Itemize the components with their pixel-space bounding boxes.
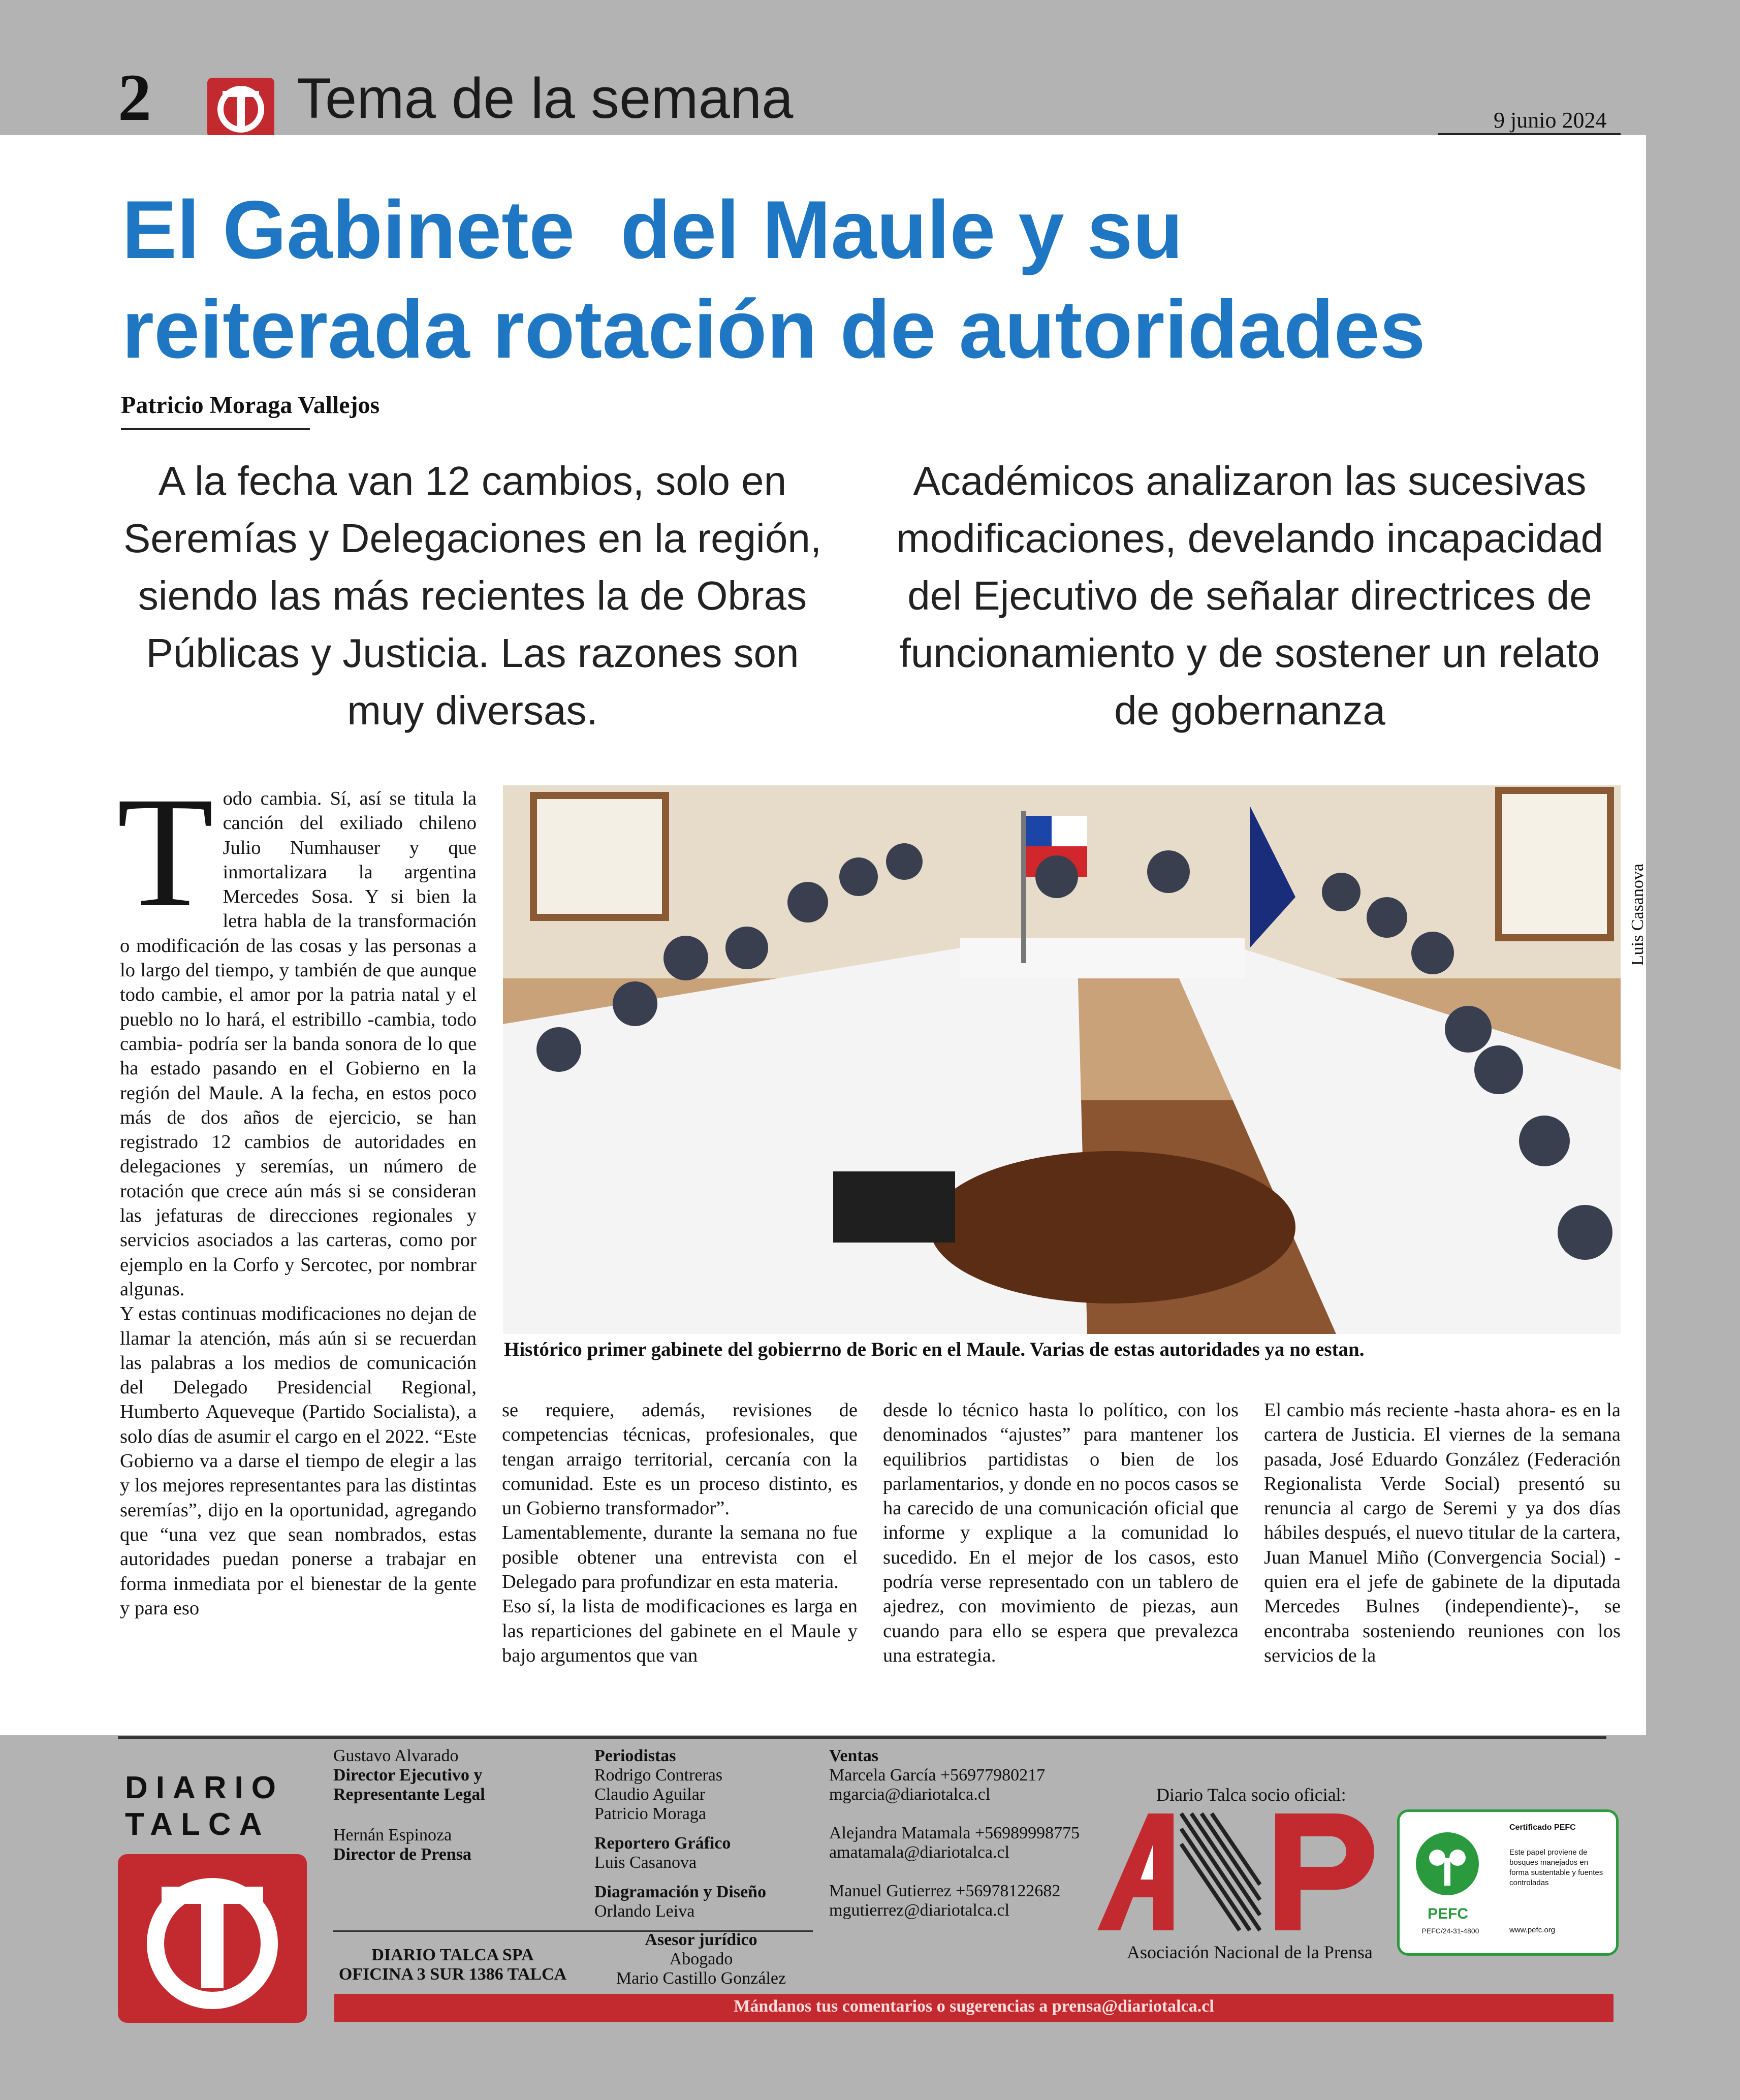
partner-label: Diario Talca socio oficial: <box>1156 1785 1346 1805</box>
article-column-4 <box>1264 1398 1621 1668</box>
ventas-contact: Alejandra Matamala +56989998775 <box>829 1824 1080 1842</box>
pefc-certificate <box>1397 1809 1619 1956</box>
reportero-title: Reportero Gráfico <box>594 1834 731 1853</box>
brand-name-line-2: TALCA <box>125 1807 270 1842</box>
ventas-contact: Marcela García +56977980217 <box>829 1766 1046 1785</box>
dropcap: T <box>117 765 214 940</box>
paragraph: odo cambia. Sí, así se titula la canción del exiliado chileno Julio Numhauser y que inmortalizara la argentina Mercedes Sosa. Y si bien la letra habla de la transformación o modificación de las cosas y las personas a lo largo del tiempo, y también de que aunque todo cambie, el amor por la patria natal y el pueblo no lo hará, el estribillo -cambia, todo cambia- podría ser la banda sonora de lo que ha estado pasando en el Gobierno en la región del Maule. A la fecha, en estos poco más de dos años de ejercicio, se han registrado 12 cambios de autoridades en delegaciones y seremías, un número de rotación que crece aún más si se consideran las jefaturas de direcciones regionales y servicios asociados a las carteras, como por ejemplo en la Corfo y Sercotec, por nombrar algunas. <box>120 788 477 1300</box>
company-info <box>333 1946 572 1984</box>
pefc-code: PEFC/24-31-4800 <box>1421 1927 1479 1935</box>
photo-caption: Histórico primer gabinete del gobierrno de Boric en el Maule. Varias de estas autoridades ya no estan. <box>504 1339 1365 1360</box>
paragraph: Lamentablemente, durante la semana no fue posible obtener una entrevista con el Delegado para profundizar en esta materia. <box>502 1522 858 1593</box>
sales-block <box>829 1746 1114 1920</box>
section-title: Tema de la semana <box>297 67 794 130</box>
headline-line-1: El Gabinete del Maule y su <box>122 184 1183 276</box>
footer-divider <box>118 1736 1606 1739</box>
newsroom-block <box>594 1746 808 1921</box>
pefc-url[interactable]: www.pefc.org <box>1509 1926 1556 1934</box>
page-number: 2 <box>118 60 151 135</box>
asesor-title: Asesor jurídico <box>645 1930 757 1949</box>
cabinet-meeting-photo <box>503 785 1621 1334</box>
byline-divider <box>121 428 310 430</box>
ventas-contact: Manuel Gutierrez +56978122682 <box>829 1882 1061 1900</box>
headline <box>122 180 1636 379</box>
paragraph: Eso sí, la lista de modificaciones es larga en las reparticiones del gabinete en el Maule y bajo argumentos que van <box>502 1596 858 1666</box>
deck-right: Académicos analizaron las sucesivas modificaciones, develando incapacidad del Ejecutivo de señalar directrices de funcionamiento y de sostener un relato de gobernanza <box>896 458 1604 733</box>
company-address: OFICINA 3 SUR 1386 TALCA <box>338 1965 567 1984</box>
deck-left: A la fecha van 12 cambios, solo en Seremías y Delegaciones en la región, siendo las más recientes la de Obras Públicas y Justicia. Las razones son muy diversas. <box>123 458 822 733</box>
headline-line-2: reiterada rotación de autoridades <box>122 283 1426 375</box>
periodista-name: Patricio Moraga <box>594 1804 706 1823</box>
photo-credit: Luis Casanova <box>1628 864 1647 966</box>
contact-banner-text[interactable]: Mándanos tus comentarios o sugerencias a prensa@diariotalca.cl <box>734 1997 1214 2016</box>
paragraph: se requiere, además, revisiones de competencias técnicas, profesionales, que tengan arraigo territorial, cercanía con la comunidad. Este es un proceso distinto, es un Gobierno transformador”. <box>502 1399 858 1519</box>
asesor-name: Mario Castillo González <box>616 1969 786 1988</box>
periodistas-title: Periodistas <box>594 1746 676 1765</box>
paragraph: El cambio más reciente -hasta ahora- es en la cartera de Justicia. El viernes de la semana pasada, José Eduardo González (Federación Regionalista Verde Social) presentó su renuncia al cargo de Seremi y ya dos días hábiles después, el nuevo titular de la cartera, Juan Manuel Miño (Convergencia Social) -quien era el jefe de gabinete de la diputada Mercedes Bulnes (independiente)-, se encontraba sosteniendo reuniones con los servicios de la <box>1264 1399 1621 1666</box>
ventas-title: Ventas <box>829 1746 878 1765</box>
reportero-name: Luis Casanova <box>594 1853 697 1872</box>
article-column-3 <box>883 1398 1239 1668</box>
pefc-text: Este papel proviene de bosques manejados en forma sustentable y fuentes controladas <box>1509 1848 1603 1887</box>
article-column-1 <box>117 765 477 1620</box>
company-name: DIARIO TALCA SPA <box>371 1946 534 1964</box>
anp-name: Asociación Nacional de la Prensa <box>1127 1942 1373 1962</box>
brand-name-line-1: DIARIO <box>125 1770 284 1805</box>
paragraph: Y estas continuas modificaciones no dejan de llamar la atención, más aún si se recuerdan las palabras a los medios de comunicación del Delegado Presidencial Regional, Humberto Aqueveque (Partido Socialista), a solo días de asumir el cargo en el 2022. “Este Gobierno va a darse el tiempo de elegir a las y los mejores representantes para las distintas seremías”, dijo en la oportunidad, agregando que “una vez que sean nombrados, estas autoridades puedan ponerse a trabajar en forma inmediata por el bienestar de la gente y para eso <box>120 1303 477 1619</box>
diagramacion-name: Orlando Leiva <box>594 1902 695 1921</box>
staff-block <box>333 1746 506 1864</box>
staff-role: Director de Prensa <box>333 1845 471 1864</box>
ventas-email[interactable]: amatamala@diariotalca.cl <box>829 1843 1010 1862</box>
periodista-name: Rodrigo Contreras <box>594 1766 723 1785</box>
article-column-2 <box>502 1398 858 1668</box>
pefc-cert-title: Certificado PEFC <box>1509 1823 1576 1832</box>
pefc-mark: PEFC <box>1427 1905 1468 1922</box>
periodista-name: Claudio Aguilar <box>594 1785 706 1804</box>
legal-block <box>594 1930 808 1988</box>
staff-name: Gustavo Alvarado <box>333 1746 459 1765</box>
anp-logo-icon <box>1092 1808 1387 1935</box>
staff-name: Hernán Espinoza <box>333 1826 452 1844</box>
staff-role: Director Ejecutivo y Representante Legal <box>333 1766 485 1804</box>
asesor-role: Abogado <box>669 1950 733 1968</box>
paragraph: desde lo técnico hasta lo político, con los denominados “ajustes” para mantener los equilibrios partidistas o bien de los parlamentarios, y donde en no pocos casos se ha carecido de una comunicación oficial que informe y explique a la comunidad lo sucedido. En el mejor de los casos, esto podría verse representado con un tablero de ajedrez, con movimiento de piezas, aun cuando para ello se espera que prevalezca una estrategia. <box>883 1399 1239 1666</box>
ventas-email[interactable]: mgutierrez@diariotalca.cl <box>829 1901 1010 1920</box>
issue-date: 9 junio 2024 <box>1494 108 1607 133</box>
pefc-tree-icon <box>1412 1827 1483 1903</box>
diario-talca-big-logo-icon <box>118 1854 307 2023</box>
byline: Patricio Moraga Vallejos <box>121 392 380 419</box>
diagramacion-title: Diagramación y Diseño <box>594 1883 767 1901</box>
ventas-email[interactable]: mgarcia@diariotalca.cl <box>829 1785 991 1804</box>
diario-talca-logo-icon <box>207 78 274 138</box>
